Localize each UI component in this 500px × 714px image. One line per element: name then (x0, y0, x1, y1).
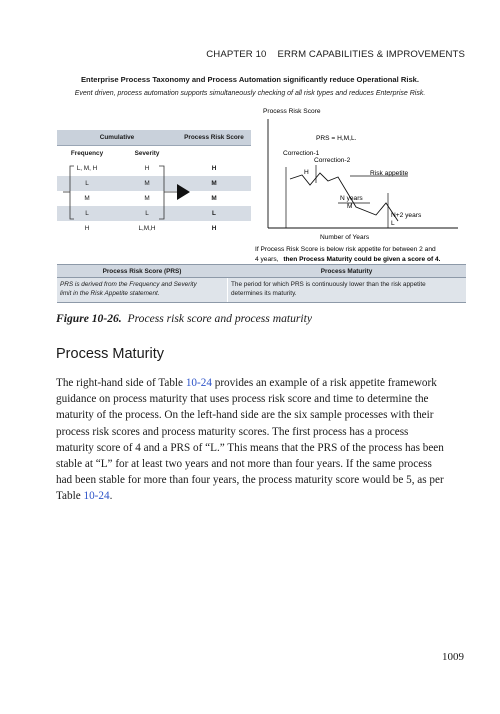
cell-frequency: H (84, 225, 90, 232)
subheader-frequency: Frequency (70, 150, 104, 157)
prs-description-line: PRS is derived from the Frequency and Severity (60, 281, 197, 288)
table-ref-link[interactable]: 10-24 (185, 377, 212, 389)
subheader-severity: Severity (134, 150, 160, 157)
figure-caption (56, 312, 312, 325)
prs-description-line: limit in the Risk Appetite statement. (60, 290, 160, 297)
correction1-label: Correction-1 (283, 150, 320, 157)
point-h-label: H (304, 169, 309, 176)
body-text: . (109, 490, 113, 503)
cell-frequency: L (85, 180, 89, 187)
caption-text: Process risk score and process maturity (127, 312, 313, 325)
cell-score: H (211, 165, 217, 172)
risk-appetite-label: Risk appetite (370, 170, 409, 177)
cell-score: M (211, 180, 217, 187)
maturity-header: Process Maturity (320, 267, 373, 275)
point-l-label: L (391, 220, 395, 227)
cell-frequency: L, M, H (76, 165, 98, 172)
cell-score: L (212, 210, 216, 217)
n-plus-2-years-label: N+2 years (391, 212, 422, 219)
maturity-description (227, 278, 466, 302)
body-text: The right-hand side of Table (56, 377, 186, 389)
prs-description (57, 278, 227, 302)
note-line-1: If Process Risk Score is below risk appetite for between 2 and (255, 246, 436, 253)
body-text: provides an example of a risk appetite framework guidance on process maturity that uses process risk score and time to determine the maturity of the process. On the left-hand side are the six sample processes with their process risk scores and process maturity scores. The first process has a process maturity score of 4 and a PRS of “L.” This means that the PRS of the process has been stable at “L” for at least two years and not more than four years. If the same process had been stable for more than four years, the process maturity score would be 5, as per Table (56, 377, 444, 503)
prs-label: PRS = H,M,L. (316, 135, 357, 142)
cell-score: H (211, 225, 217, 232)
figure-title: Enterprise Process Taxonomy and Process Automation significantly reduce Operational Risk. (80, 75, 420, 84)
prs-table-header (57, 264, 466, 278)
table-bracket-overlay (57, 130, 257, 230)
body-paragraph (56, 375, 446, 505)
correction2-label: Correction-2 (314, 157, 351, 164)
cell-severity: M (144, 195, 150, 202)
figure-subtitle: Event driven, process automation supports simultaneously checking of all risk types and reduces Enterprise Risk. (74, 90, 426, 97)
cell-score: M (211, 195, 217, 202)
cell-severity: H (144, 165, 150, 172)
cell-severity: M (144, 180, 150, 187)
risk-chart (255, 103, 473, 268)
note-line-2 (255, 256, 441, 263)
table-ref-link[interactable]: 10-24 (83, 490, 110, 503)
prs-header: Process Risk Score (PRS) (102, 267, 182, 275)
header-cumulative: Cumulative (99, 134, 135, 141)
y-axis-label: Process Risk Score (263, 108, 321, 115)
maturity-description-line: The period for which PRS is continuously lower than the risk appetite (231, 281, 426, 288)
header-process-risk-score: Process Risk Score (184, 134, 244, 141)
section-heading: Process Maturity (56, 346, 164, 362)
maturity-description-line: determines its maturity. (231, 290, 297, 297)
point-m-label: M (347, 203, 353, 210)
cell-frequency: L (85, 210, 89, 217)
cell-severity: L,M,H (138, 225, 156, 232)
page-number: 1009 (442, 651, 464, 663)
cell-frequency: M (84, 195, 90, 202)
n-years-label: N years (340, 195, 363, 202)
x-axis-label: Number of Years (320, 234, 370, 241)
note-line-2-plain: 4 years, (255, 256, 279, 263)
note-line-2-bold: then Process Maturity could be given a score of 4. (283, 256, 441, 263)
left-bracket (70, 166, 74, 219)
right-bracket (159, 166, 164, 219)
caption-label: Figure 10-26. (56, 312, 122, 325)
running-header: CHAPTER 10 ERRM CAPABILITIES & IMPROVEMENTS (206, 49, 465, 60)
prs-table-row (57, 278, 466, 303)
arrow-right-icon (177, 184, 190, 200)
cell-severity: L (145, 210, 149, 217)
prs-table (57, 264, 466, 303)
